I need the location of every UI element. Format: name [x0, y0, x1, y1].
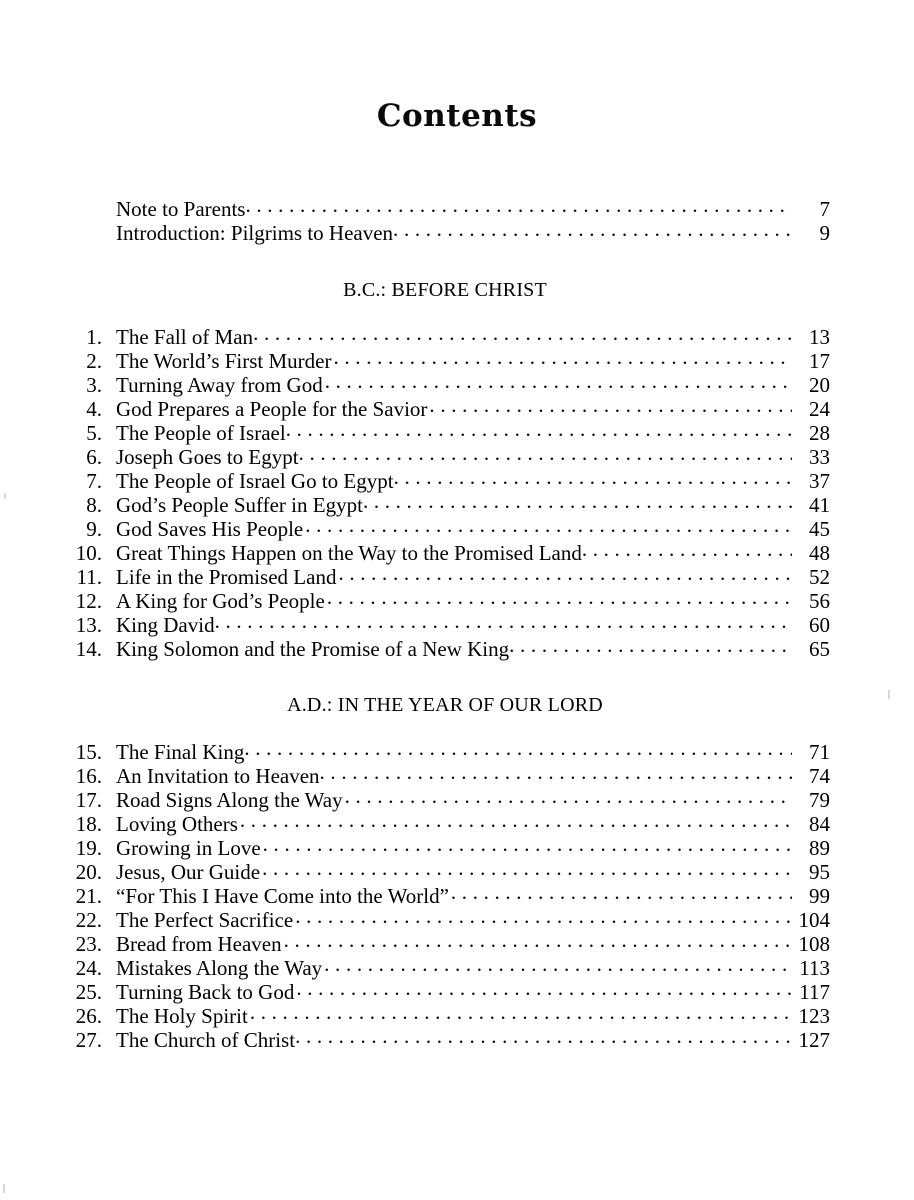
chapter-entry[interactable]	[60, 636, 830, 660]
section-spacer	[60, 244, 830, 278]
entry-page-number: 65	[809, 637, 830, 661]
leader-dots	[253, 324, 792, 344]
front-matter-list	[60, 196, 830, 244]
leader-dots	[240, 811, 792, 831]
entry-number: 20.	[75, 860, 102, 884]
leader-dots	[363, 492, 792, 512]
scan-artifact	[888, 690, 890, 699]
entry-page-number: 33	[809, 445, 830, 469]
entry-page-number: 52	[809, 565, 830, 589]
entry-number: 7.	[86, 469, 102, 493]
leader-dots	[582, 540, 792, 560]
entry-title: Introduction: Pilgrims to Heaven	[116, 221, 394, 245]
leader-dots	[429, 396, 792, 416]
entry-title: King Solomon and the Promise of a New King	[116, 637, 510, 661]
entry-number: 27.	[75, 1028, 102, 1052]
chapter-entry[interactable]	[60, 564, 830, 588]
leader-dots	[295, 907, 792, 927]
front-matter-entry[interactable]	[60, 220, 830, 244]
entry-title: An Invitation to Heaven	[116, 764, 320, 788]
entry-title: Life in the Promised Land	[116, 565, 337, 589]
entry-title: The World’s First Murder	[116, 349, 332, 373]
entry-page-number: 7	[819, 197, 830, 221]
entry-number: 13.	[75, 613, 102, 637]
chapter-entry[interactable]	[60, 979, 830, 1003]
entry-title: “For This I Have Come into the World”	[116, 884, 449, 908]
page-title: Contents	[376, 98, 538, 134]
leader-dots	[296, 979, 792, 999]
entry-page-number: 48	[809, 541, 830, 565]
chapter-entry[interactable]	[60, 811, 830, 835]
leader-dots	[345, 787, 792, 807]
chapter-entry[interactable]	[60, 835, 830, 859]
entry-page-number: 104	[798, 908, 830, 932]
entry-page-number: 99	[809, 884, 830, 908]
entry-page-number: 74	[809, 764, 830, 788]
leader-dots	[299, 444, 792, 464]
chapter-entry[interactable]	[60, 612, 830, 636]
chapter-entry[interactable]	[60, 540, 830, 564]
entry-number: 9.	[86, 517, 102, 541]
leader-dots	[451, 883, 792, 903]
section-spacer	[60, 717, 830, 739]
entry-page-number: 79	[809, 788, 830, 812]
entry-page-number: 108	[798, 932, 830, 956]
chapter-entry[interactable]	[60, 324, 830, 348]
chapter-entry[interactable]	[60, 931, 830, 955]
entry-number: 22.	[75, 908, 102, 932]
section-spacer	[60, 302, 830, 324]
leader-dots	[286, 420, 792, 440]
leader-dots	[334, 348, 793, 368]
section-list	[60, 244, 830, 1051]
chapter-entry[interactable]	[60, 763, 830, 787]
leader-dots	[327, 588, 792, 608]
entry-number: 4.	[86, 397, 102, 421]
entry-number: 5.	[86, 421, 102, 445]
entry-page-number: 28	[809, 421, 830, 445]
entry-title: God’s People Suffer in Egypt	[116, 493, 363, 517]
entry-number: 3.	[86, 373, 102, 397]
leader-dots	[244, 739, 792, 759]
entry-page-number: 127	[798, 1028, 830, 1052]
entry-title: The People of Israel	[116, 421, 286, 445]
entry-page-number: 95	[809, 860, 830, 884]
entry-title: The Fall of Man	[116, 325, 254, 349]
chapter-entry[interactable]	[60, 859, 830, 883]
entry-title: Growing in Love	[116, 836, 261, 860]
leader-dots	[394, 468, 792, 488]
entry-page-number: 113	[799, 956, 830, 980]
scan-artifact	[3, 1184, 5, 1193]
entry-number: 10.	[75, 541, 102, 565]
entry-number: 21.	[75, 884, 102, 908]
entry-number: 12.	[75, 589, 102, 613]
entry-page-number: 9	[819, 221, 830, 245]
chapter-entry[interactable]	[60, 492, 830, 516]
chapter-entry[interactable]	[60, 787, 830, 811]
entry-page-number: 123	[798, 1004, 830, 1028]
leader-dots	[295, 1027, 792, 1047]
entry-number: 19.	[75, 836, 102, 860]
entry-page-number: 17	[809, 349, 830, 373]
chapter-entry[interactable]	[60, 372, 830, 396]
leader-dots	[250, 1003, 792, 1023]
scan-artifact	[4, 493, 6, 499]
entry-title: Turning Back to God	[116, 980, 295, 1004]
entry-page-number: 84	[809, 812, 830, 836]
entry-title: God Prepares a People for the Savior	[116, 397, 428, 421]
chapter-entry[interactable]	[60, 907, 830, 931]
entry-title: Bread from Heaven	[116, 932, 282, 956]
entry-title: King David	[116, 613, 215, 637]
leader-dots	[305, 516, 792, 536]
table-of-contents	[60, 196, 830, 1051]
entry-title: Jesus, Our Guide	[116, 860, 261, 884]
entry-title: The Final King	[116, 740, 245, 764]
chapter-entry[interactable]	[60, 444, 830, 468]
entry-number: 23.	[75, 932, 102, 956]
entry-title: Turning Away from God	[116, 373, 323, 397]
entry-title: Road Signs Along the Way	[116, 788, 343, 812]
entry-title: A King for God’s People	[116, 589, 325, 613]
entry-number: 24.	[75, 956, 102, 980]
entry-page-number: 20	[809, 373, 830, 397]
chapter-entry[interactable]	[60, 739, 830, 763]
chapter-entry[interactable]	[60, 468, 830, 492]
entry-page-number: 117	[799, 980, 830, 1004]
leader-dots	[324, 955, 792, 975]
chapter-entry[interactable]	[60, 396, 830, 420]
entry-number: 15.	[75, 740, 102, 764]
entry-title: The Church of Christ	[116, 1028, 296, 1052]
leader-dots	[325, 372, 792, 392]
leader-dots	[245, 196, 792, 216]
leader-dots	[338, 564, 792, 584]
entry-title: Loving Others	[116, 812, 238, 836]
entry-number: 1.	[86, 325, 102, 349]
entry-number: 26.	[75, 1004, 102, 1028]
chapter-entry[interactable]	[60, 1027, 830, 1051]
entry-page-number: 89	[809, 836, 830, 860]
entry-page-number: 24	[809, 397, 830, 421]
entry-page-number: 13	[809, 325, 830, 349]
entry-page-number: 60	[809, 613, 830, 637]
chapter-entry[interactable]	[60, 588, 830, 612]
entry-title: Joseph Goes to Egypt	[116, 445, 299, 469]
section-heading: B.C.: BEFORE CHRIST	[343, 279, 547, 301]
entry-title: Note to Parents	[116, 197, 246, 221]
leader-dots	[393, 220, 792, 240]
leader-dots	[263, 835, 792, 855]
leader-dots	[509, 636, 792, 656]
entry-title: The Perfect Sacrifice	[116, 908, 294, 932]
chapter-entry[interactable]	[60, 1003, 830, 1027]
entry-number: 18.	[75, 812, 102, 836]
leader-dots	[215, 612, 792, 632]
entry-title: God Saves His People	[116, 517, 304, 541]
entry-number: 25.	[75, 980, 102, 1004]
leader-dots	[320, 763, 792, 783]
entry-number: 8.	[86, 493, 102, 517]
entry-page-number: 45	[809, 517, 830, 541]
leader-dots	[284, 931, 792, 951]
entry-title: The Holy Spirit	[116, 1004, 248, 1028]
entry-number: 11.	[76, 565, 102, 589]
entry-title: Great Things Happen on the Way to the Promised Land	[116, 541, 582, 565]
entry-page-number: 41	[809, 493, 830, 517]
entry-title: Mistakes Along the Way	[116, 956, 323, 980]
entry-page-number: 56	[809, 589, 830, 613]
chapter-entry[interactable]	[60, 516, 830, 540]
front-matter-entry[interactable]	[60, 196, 830, 220]
entry-number: 14.	[75, 637, 102, 661]
entry-number: 17.	[75, 788, 102, 812]
entry-number: 16.	[75, 764, 102, 788]
chapter-entry[interactable]	[60, 420, 830, 444]
entry-page-number: 71	[809, 740, 830, 764]
entry-number: 6.	[86, 445, 102, 469]
chapter-entry[interactable]	[60, 883, 830, 907]
section-heading: A.D.: IN THE YEAR OF OUR LORD	[287, 694, 603, 716]
entry-page-number: 37	[809, 469, 830, 493]
section-spacer	[60, 660, 830, 693]
chapter-entry[interactable]	[60, 348, 830, 372]
entry-title: The People of Israel Go to Egypt	[116, 469, 394, 493]
leader-dots	[262, 859, 792, 879]
entry-number: 2.	[86, 349, 102, 373]
chapter-entry[interactable]	[60, 955, 830, 979]
